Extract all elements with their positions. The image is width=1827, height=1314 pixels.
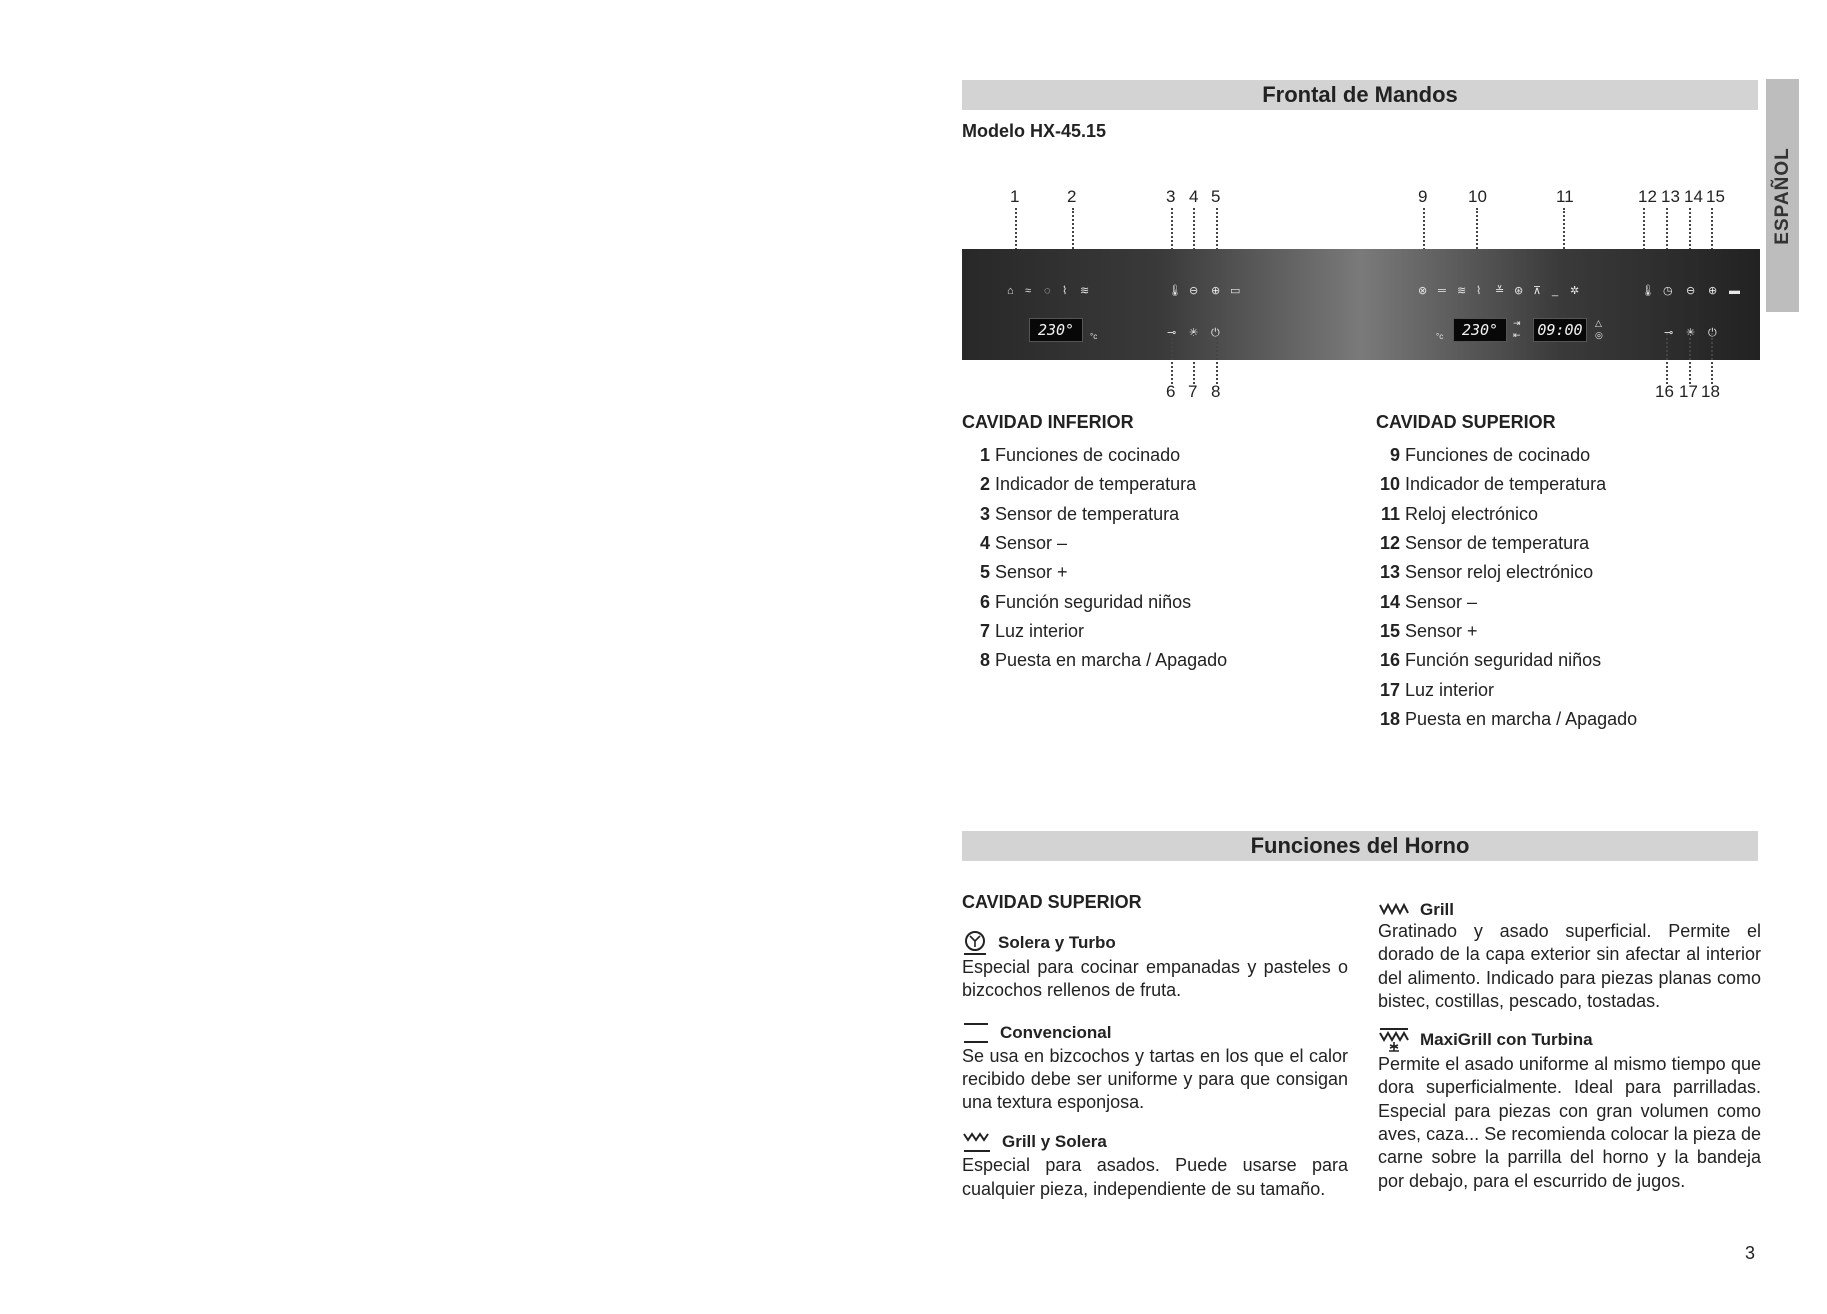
callout-3: 3 [1166, 187, 1176, 206]
thermometer-icon[interactable]: 🌡︎ [1641, 285, 1655, 297]
section-title-frontal: Frontal de Mandos [962, 80, 1758, 110]
list-item: 17 Luz interior [1379, 679, 1495, 700]
maxigrill-turbina-icon [1378, 1027, 1410, 1053]
lower-cavity-heading: CAVIDAD INFERIOR [962, 412, 1134, 432]
maxigrill-icon[interactable]: ≚ [1495, 285, 1505, 297]
control-panel [962, 249, 1760, 360]
leader-18 [1711, 333, 1713, 384]
function-icon[interactable]: ≋ [1080, 285, 1090, 297]
start-time-icon: ⇥ [1513, 318, 1521, 328]
language-tab-label: ESPAÑOL [1771, 146, 1793, 245]
solera-turbo-icon [962, 930, 988, 956]
turbo-icon[interactable]: ⊛ [1514, 285, 1524, 297]
callout-10: 10 [1468, 187, 1487, 206]
callout-1: 1 [1010, 187, 1020, 206]
callout-2: 2 [1067, 187, 1077, 206]
callout-17: 17 [1679, 382, 1698, 401]
alarm-icon: △ [1595, 318, 1602, 328]
list-item: 1 Funciones de cocinado [979, 445, 1181, 466]
callout-11: 11 [1556, 187, 1574, 206]
clock-display: 09:00 [1533, 318, 1587, 342]
callout-18: 18 [1701, 382, 1720, 401]
end-time-icon: ⇤ [1513, 330, 1521, 340]
list-item: 18 Puesta en marcha / Apagado [1379, 708, 1638, 729]
list-item: 12 Sensor de temperatura [1379, 533, 1590, 554]
callout-12: 12 [1638, 187, 1657, 206]
list-item: 15 Sensor + [1379, 620, 1478, 641]
minus-icon[interactable]: ⊖ [1189, 285, 1199, 297]
tray-icon: ▭ [1230, 285, 1241, 297]
callout-9: 9 [1418, 187, 1428, 206]
list-item: 2 Indicador de temperatura [979, 474, 1197, 495]
plus-icon[interactable]: ⊕ [1708, 285, 1718, 297]
callout-15: 15 [1706, 187, 1725, 206]
function-description: Gratinado y asado superficial. Permite el dorado de la capa exterior sin afectar al interior del alimento. Indicado para piezas planas como bistec, costillas, pescado, tostadas. [1378, 921, 1761, 1011]
list-item: 8 Puesta en marcha / Apagado [979, 650, 1228, 671]
grill-icon[interactable]: ⌇ [1476, 285, 1482, 297]
bake-icon[interactable]: ⊼ [1533, 285, 1542, 297]
list-item: 14 Sensor – [1379, 591, 1478, 612]
function-description: Se usa en bizcochos y tartas en los que el calor recibido debe ser uniforme y para que consigan una textura esponjosa. [962, 1045, 1348, 1113]
leader-7 [1193, 333, 1195, 384]
callout-4: 4 [1189, 187, 1199, 206]
bottom-icon[interactable]: _ [1552, 285, 1559, 297]
list-item: 10 Indicador de temperatura [1379, 474, 1607, 495]
function-description: Permite el asado uniforme al mismo tiempo que dora superficialmente. Ideal para parrilladas. Especial para piezas con gran volumen como aves, caza... Se recomienda colocar la pieza de carne sobre la parrilla del horno y la bandeja por debajo, para el escurrido de jugos. [1378, 1054, 1761, 1191]
function-icon[interactable]: ◌ [1044, 285, 1051, 297]
upper-temperature-display: 230° [1453, 318, 1507, 342]
list-item: 13 Sensor reloj electrónico [1379, 562, 1594, 583]
function-title: Convencional [962, 1021, 1348, 1045]
grill-icon [1378, 902, 1410, 918]
list-item: 7 Luz interior [979, 620, 1085, 641]
function-title: Grill y Solera [962, 1130, 1348, 1154]
function-description: Especial para asados. Puede usarse para cualquier pieza, independiente de su tamaño. [962, 1155, 1348, 1199]
tray-icon: ▬ [1729, 285, 1740, 297]
function-icon[interactable]: ⌇ [1062, 285, 1068, 297]
timer-icon: ◎ [1595, 330, 1603, 340]
callout-8: 8 [1211, 382, 1221, 401]
callout-14: 14 [1684, 187, 1703, 206]
functions-right-column [1378, 900, 1761, 1193]
leader-6 [1171, 333, 1173, 384]
function-title: MaxiGrill con Turbina [1378, 1027, 1761, 1053]
solera-turbo-icon[interactable]: ⊗ [1418, 285, 1428, 297]
child-lock-icon[interactable]: ⊸ [1664, 327, 1674, 339]
functions-left-column [962, 892, 1348, 1201]
model-label: Modelo HX-45.15 [962, 121, 1107, 141]
page-number: 3 [1745, 1243, 1756, 1263]
callout-6: 6 [1166, 382, 1176, 401]
language-tab [1766, 79, 1799, 312]
list-item: 6 Función seguridad niños [979, 591, 1192, 612]
callout-7: 7 [1188, 382, 1198, 401]
functions-heading: CAVIDAD SUPERIOR [962, 892, 1142, 912]
list-item: 9 Funciones de cocinado [1389, 445, 1591, 466]
callout-5: 5 [1211, 187, 1221, 206]
callout-13: 13 [1661, 187, 1680, 206]
list-item: 16 Función seguridad niños [1379, 650, 1602, 671]
leader-16 [1666, 333, 1668, 384]
function-title: Grill [1378, 900, 1761, 920]
thermometer-icon[interactable]: 🌡︎ [1168, 285, 1182, 297]
leader-8 [1216, 333, 1218, 384]
convencional-icon[interactable]: ═ [1438, 285, 1446, 297]
defrost-icon[interactable]: ✲ [1570, 285, 1580, 297]
lower-cavity-legend [962, 412, 1352, 675]
grill-solera-icon[interactable]: ≋ [1457, 285, 1467, 297]
celsius-unit: °c [1436, 332, 1444, 341]
light-icon[interactable]: ✳ [1686, 327, 1696, 339]
convencional-icon [962, 1021, 990, 1045]
list-item: 11 Reloj electrónico [1380, 503, 1539, 524]
upper-cavity-legend [1376, 412, 1766, 734]
child-lock-icon[interactable]: ⊸ [1167, 327, 1177, 339]
light-icon[interactable]: ✳ [1189, 327, 1199, 339]
minus-icon[interactable]: ⊖ [1686, 285, 1696, 297]
function-title: Solera y Turbo [962, 930, 1348, 956]
plus-icon[interactable]: ⊕ [1211, 285, 1221, 297]
power-icon[interactable]: ⏻ [1211, 327, 1220, 339]
function-description: Especial para cocinar empanadas y pasteles o bizcochos rellenos de fruta. [962, 957, 1348, 1001]
section-title-funciones: Funciones del Horno [962, 831, 1758, 861]
leader-17 [1689, 333, 1691, 384]
power-icon[interactable]: ⏻ [1708, 327, 1717, 339]
list-item: 3 Sensor de temperatura [979, 503, 1180, 524]
list-item: 5 Sensor + [979, 562, 1068, 583]
clock-sensor-icon[interactable]: ◷ [1663, 285, 1673, 297]
upper-cavity-heading: CAVIDAD SUPERIOR [1376, 412, 1556, 432]
function-icon[interactable]: ≈ [1025, 285, 1032, 297]
lower-temperature-display: 230° [1029, 318, 1083, 342]
function-icon[interactable]: ⌂ [1007, 285, 1014, 297]
grill-solera-icon [962, 1130, 992, 1154]
callout-16: 16 [1655, 382, 1674, 401]
celsius-unit: °c [1090, 332, 1098, 341]
list-item: 4 Sensor – [979, 533, 1068, 554]
